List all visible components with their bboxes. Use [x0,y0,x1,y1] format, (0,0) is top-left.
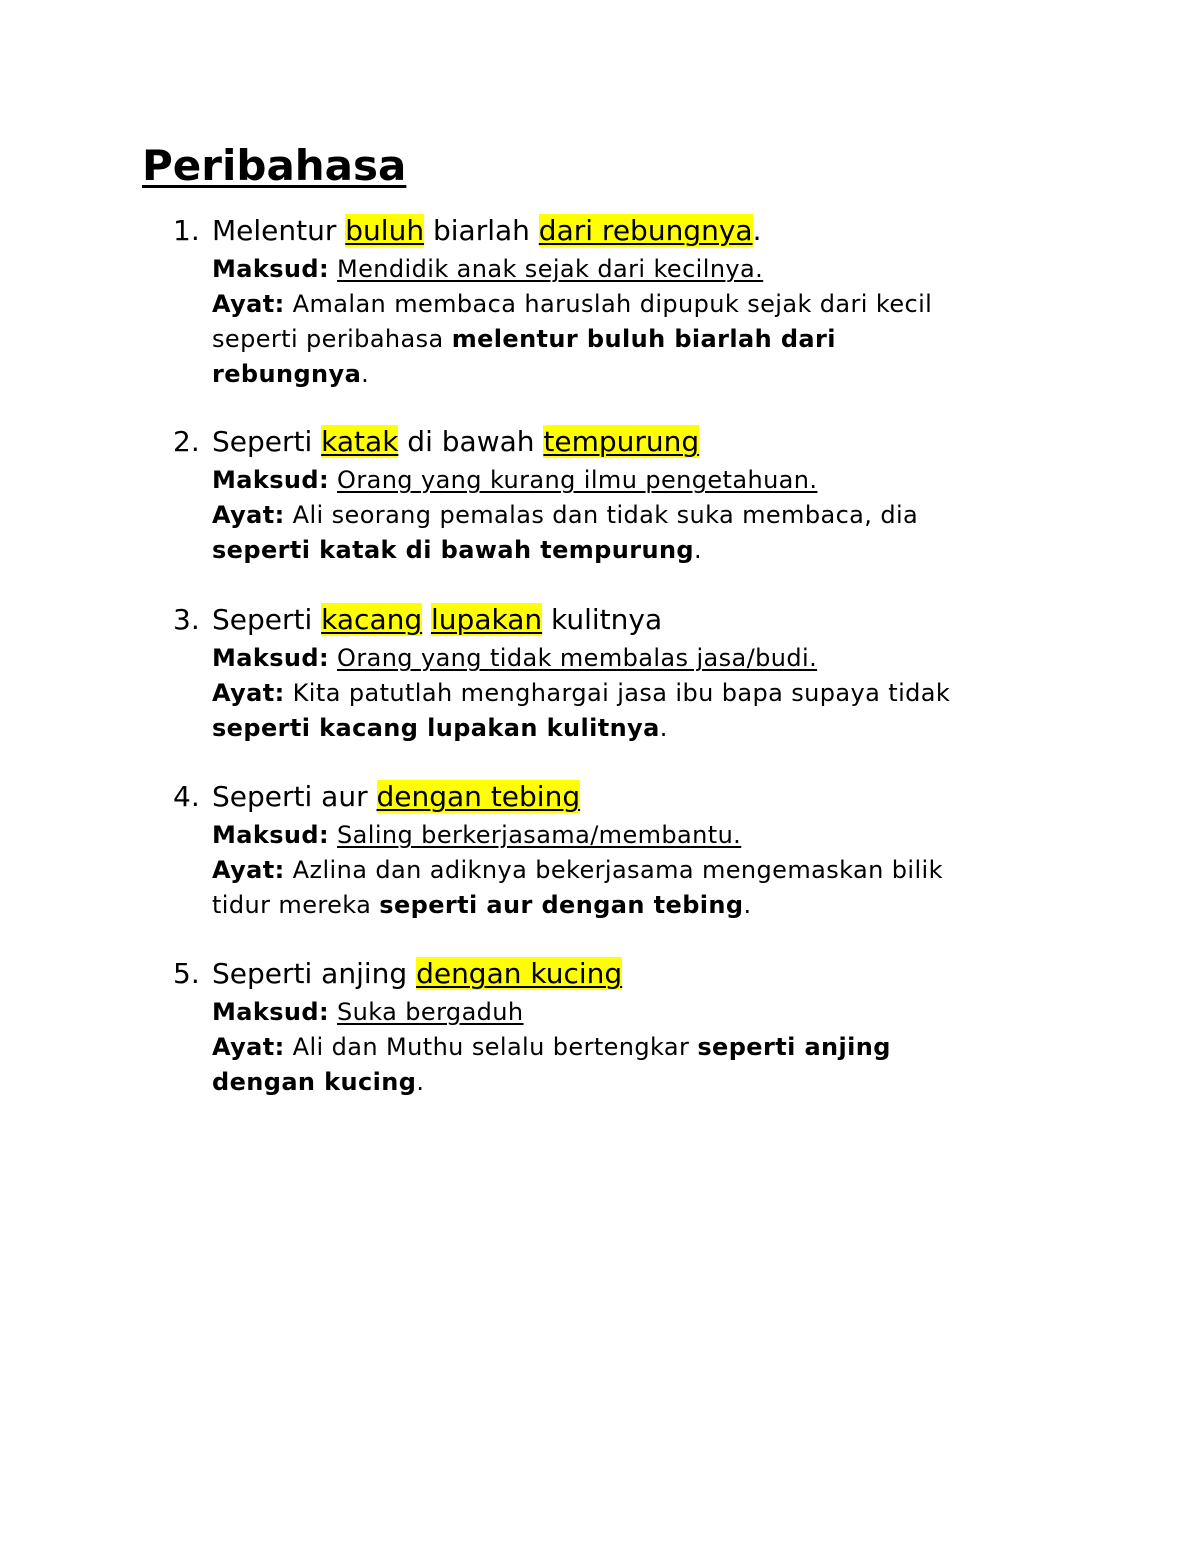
sentence-text: . [743,891,752,919]
list-number: 1. [173,214,200,247]
highlighted-word: dengan tebing [376,780,581,813]
heading-text: Seperti anjing [212,957,417,990]
meaning-text: Suka bergaduh [337,998,524,1026]
heading-text: Seperti [212,425,322,458]
heading-text: Seperti [212,603,322,636]
meaning-line [212,463,1042,498]
meaning-line [212,818,1042,853]
sentence-text: . [694,536,703,564]
heading-text: . [752,214,762,247]
proverb-details [212,818,1042,923]
highlighted-word: katak [321,425,399,458]
meaning-line [212,641,1042,676]
example-sentence-line [212,533,1042,568]
highlighted-word: lupakan [431,603,543,636]
highlighted-word: tempurung [543,425,700,458]
sentence-text: Amalan membaca haruslah dipupuk sejak dari kecil [292,290,933,318]
sentence-text: . [659,714,668,742]
sentence-text: Azlina dan adiknya bekerjasama mengemaskan bilik [292,856,943,884]
heading-text: biarlah [424,214,539,247]
heading-text [422,603,431,636]
highlighted-word: dari rebungnya [538,214,753,247]
sentence-text: Ali seorang pemalas dan tidak suka membaca, dia [292,501,919,529]
proverb-in-sentence: dengan kucing [212,1068,417,1096]
heading-text: Seperti aur [212,780,377,813]
meaning-text: Mendidik anak sejak dari kecilnya. [337,255,764,283]
meaning-line [212,252,1042,287]
sentence-text: seperti peribahasa [212,325,452,353]
highlighted-word: dengan kucing [416,957,623,990]
sentence-text: Ali dan Muthu selalu bertengkar [292,1033,698,1061]
proverb-details [212,641,1042,746]
example-label: Ayat: [212,856,285,884]
meaning-text: Saling berkerjasama/membantu. [337,821,742,849]
proverb-in-sentence: rebungnya [212,360,362,388]
meaning-label: Maksud: [212,255,329,283]
proverb-details [212,463,1042,568]
highlighted-word: buluh [345,214,425,247]
proverb-in-sentence: seperti anjing [697,1033,891,1061]
example-sentence-line [212,287,1042,322]
sentence-text: tidur mereka [212,891,380,919]
example-sentence-line [212,357,1042,392]
example-sentence-line [212,1065,1042,1100]
meaning-label: Maksud: [212,821,329,849]
proverb-in-sentence: melentur buluh biarlah dari [451,325,836,353]
sentence-text: . [416,1068,425,1096]
example-sentence-line [212,498,1042,533]
meaning-text: Orang yang kurang ilmu pengetahuan. [337,466,818,494]
example-sentence-line [212,853,1042,888]
example-sentence-line [212,322,1042,357]
list-number: 5. [173,957,200,990]
proverb-heading [212,422,699,462]
proverb-heading [212,954,622,994]
proverb-details [212,252,1042,392]
meaning-text: Orang yang tidak membalas jasa/budi. [337,644,818,672]
example-label: Ayat: [212,501,285,529]
sentence-text: Kita patutlah menghargai jasa ibu bapa supaya tidak [292,679,951,707]
heading-text: kulitnya [542,603,663,636]
meaning-label: Maksud: [212,466,329,494]
example-sentence-line [212,888,1042,923]
heading-text: di bawah [398,425,544,458]
example-sentence-line [212,711,1042,746]
proverb-heading [212,600,662,640]
list-number: 3. [173,603,200,636]
proverb-in-sentence: seperti aur dengan tebing [379,891,744,919]
proverb-heading [212,211,761,251]
list-number: 2. [173,425,200,458]
sentence-text: . [361,360,370,388]
example-label: Ayat: [212,1033,285,1061]
proverb-heading [212,777,580,817]
heading-text: Melentur [212,214,346,247]
example-label: Ayat: [212,679,285,707]
meaning-label: Maksud: [212,998,329,1026]
proverb-in-sentence: seperti katak di bawah tempurung [212,536,695,564]
proverb-details [212,995,1042,1100]
page-title: Peribahasa [142,141,407,190]
meaning-line [212,995,1042,1030]
example-sentence-line [212,676,1042,711]
example-sentence-line [212,1030,1042,1065]
meaning-label: Maksud: [212,644,329,672]
example-label: Ayat: [212,290,285,318]
list-number: 4. [173,780,200,813]
highlighted-word: kacang [321,603,423,636]
proverb-in-sentence: seperti kacang lupakan kulitnya [212,714,660,742]
